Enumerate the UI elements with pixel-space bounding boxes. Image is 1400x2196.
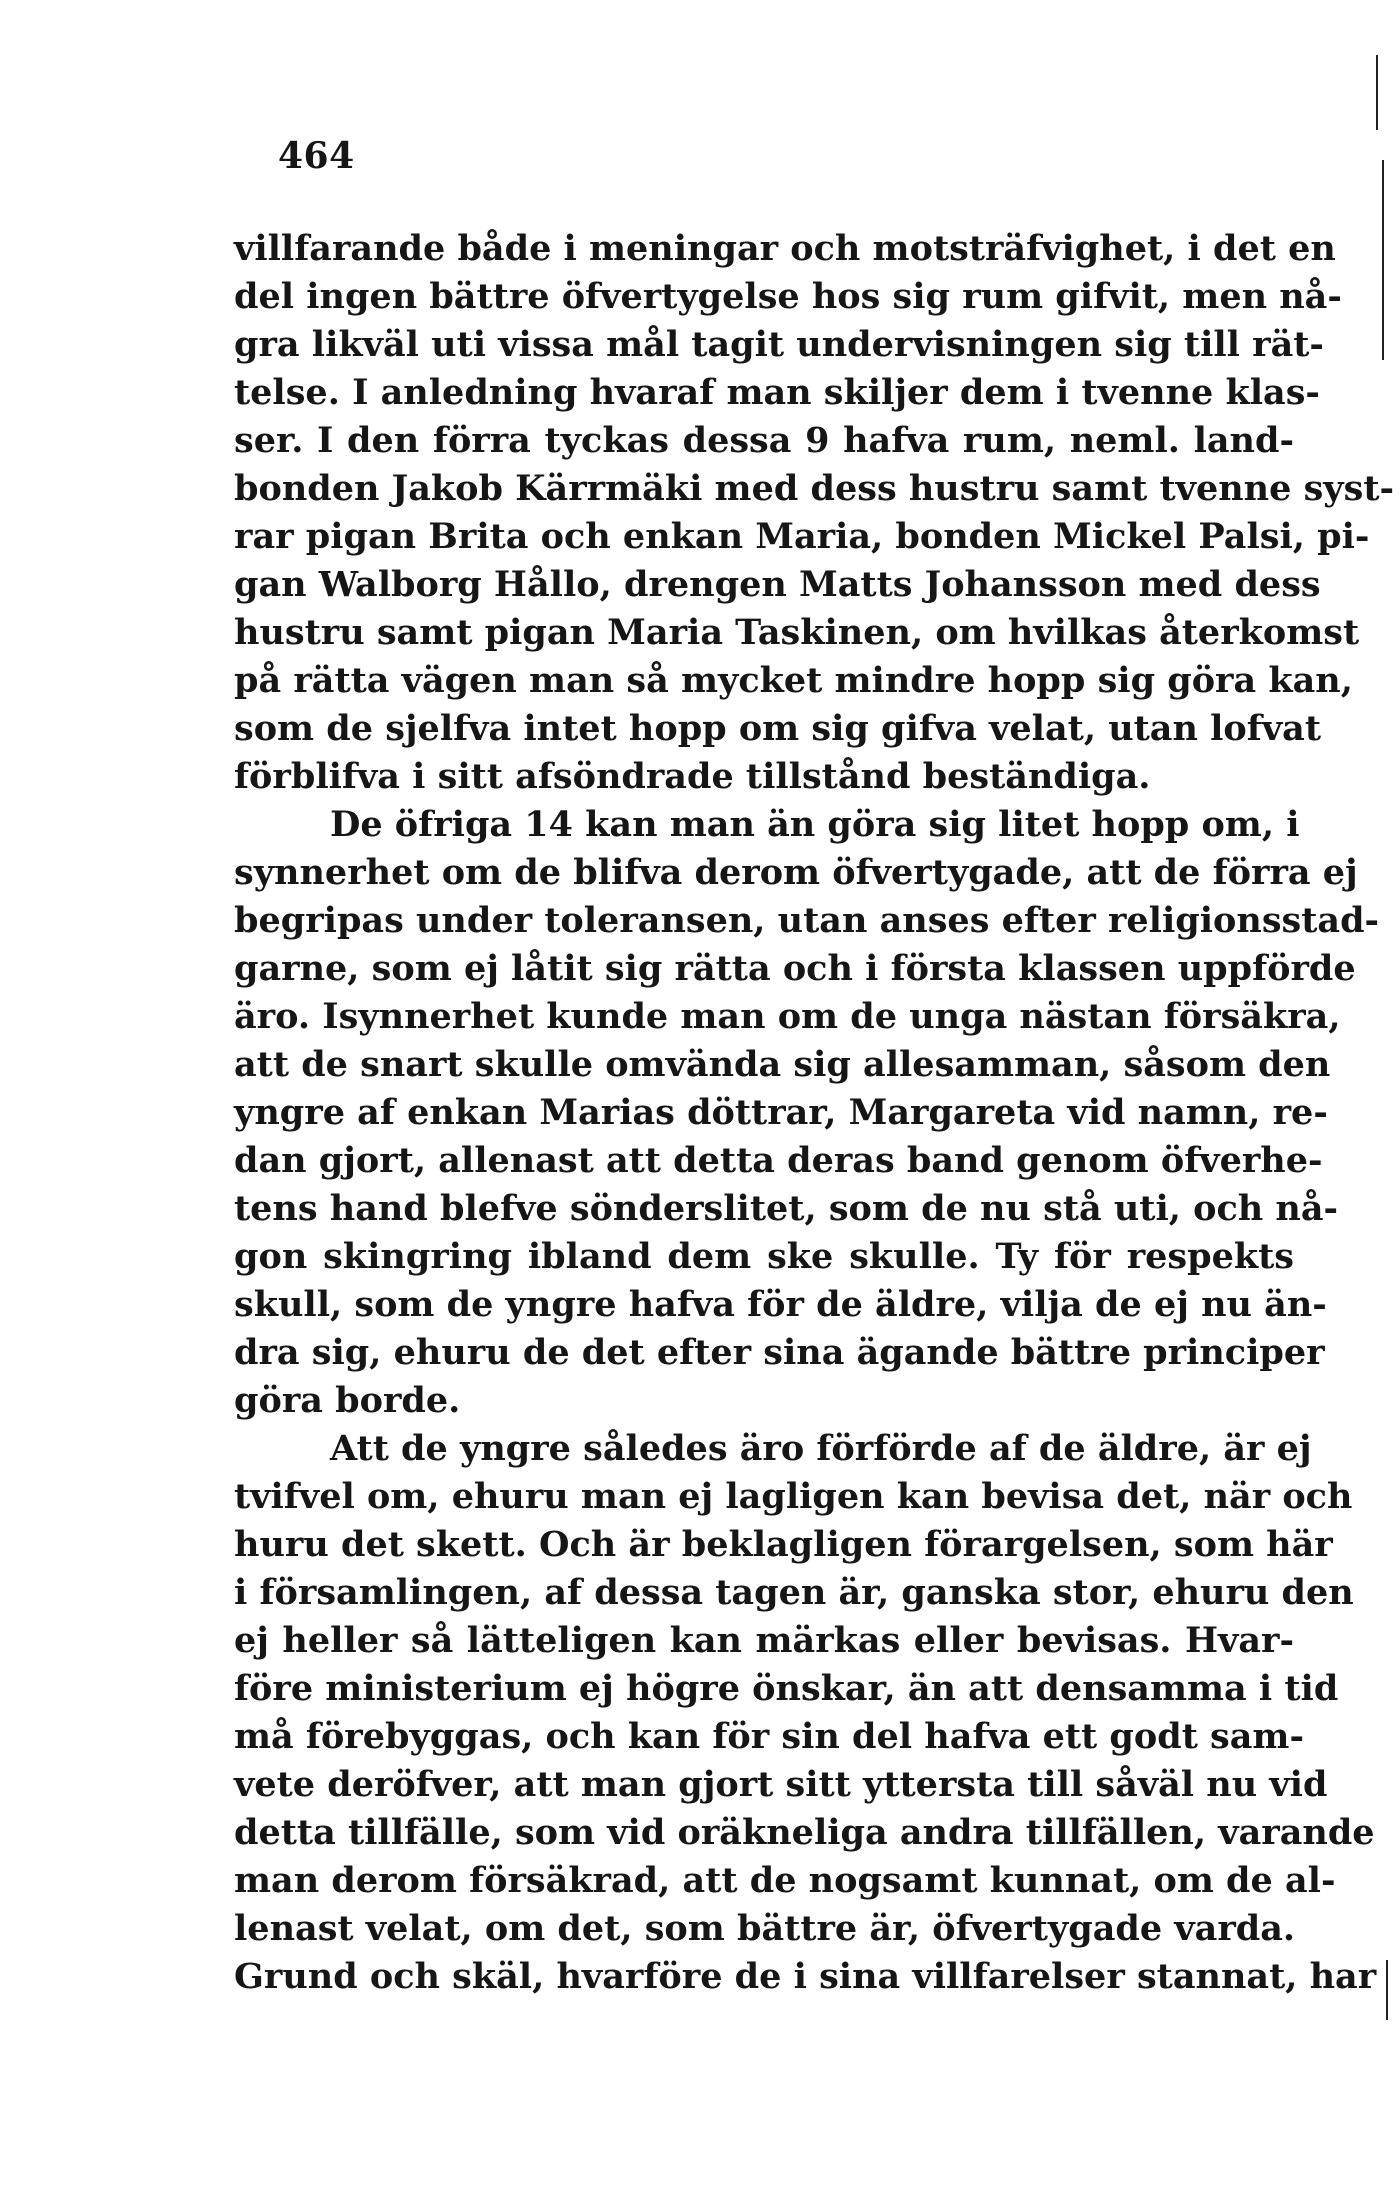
text-line: detta tillfälle, som vid oräkneliga andra tillfällen, varande xyxy=(234,1812,1375,1853)
text-line: telse. I anledning hvaraf man skiljer dem i tvenne klas- xyxy=(234,372,1320,413)
scan-edge-mark xyxy=(1382,160,1384,360)
text-line: lenast velat, om det, som bättre är, öfvertygade varda. xyxy=(234,1908,1296,1949)
text-line: Grund och skäl, hvarföre de i sina villfarelser stannat, har xyxy=(234,1956,1377,1997)
text-line: göra borde. xyxy=(234,1380,461,1421)
text-line: tens hand blefve sönderslitet, som de nu stå uti, och nå- xyxy=(234,1188,1339,1229)
text-line: äro. Isynnerhet kunde man om de unga nästan försäkra, xyxy=(234,996,1341,1037)
text-line: bonden Jakob Kärrmäki med dess hustru samt tvenne syst- xyxy=(234,468,1395,509)
text-line: tvifvel om, ehuru man ej lagligen kan bevisa det, när och xyxy=(234,1476,1353,1517)
text-line: hustru samt pigan Maria Taskinen, om hvilkas återkomst xyxy=(234,612,1360,653)
text-line: Att de yngre således äro förförde af de äldre, är ej xyxy=(330,1428,1312,1469)
text-line: synnerhet om de blifva derom öfvertygade, att de förra ej xyxy=(234,852,1358,893)
text-line: må förebyggas, och kan för sin del hafva ett godt sam- xyxy=(234,1716,1304,1757)
text-line: begripas under toleransen, utan anses efter religionsstad- xyxy=(234,900,1380,941)
text-line: som de sjelfva intet hopp om sig gifva velat, utan lofvat xyxy=(234,708,1321,749)
text-line: före ministerium ej högre önskar, än att densamma i tid xyxy=(234,1668,1339,1709)
text-line: ser. I den förra tyckas dessa 9 hafva rum, neml. land- xyxy=(234,420,1294,461)
text-line: ej heller så lätteligen kan märkas eller bevisas. Hvar- xyxy=(234,1620,1294,1661)
text-line: dan gjort, allenast att detta deras band genom öfverhe- xyxy=(234,1140,1323,1181)
scan-edge-mark xyxy=(1376,55,1378,130)
text-line: De öfriga 14 kan man än göra sig litet hopp om, i xyxy=(330,804,1300,845)
text-line: villfarande både i meningar och motsträfvighet, i det en xyxy=(234,228,1336,269)
text-line: att de snart skulle omvända sig allesamman, såsom den xyxy=(234,1044,1331,1085)
text-line: man derom försäkrad, att de nogsamt kunnat, om de al- xyxy=(234,1860,1336,1901)
text-line: skull, som de yngre hafva för de äldre, vilja de ej nu än- xyxy=(234,1284,1327,1325)
text-line: vete deröfver, att man gjort sitt yttersta till såväl nu vid xyxy=(234,1764,1328,1805)
text-line: i församlingen, af dessa tagen är, ganska stor, ehuru den xyxy=(234,1572,1354,1613)
text-line: gra likväl uti vissa mål tagit undervisningen sig till rät- xyxy=(234,324,1324,365)
text-line: förblifva i sitt afsöndrade tillstånd beständiga. xyxy=(234,756,1151,797)
text-line: rar pigan Brita och enkan Maria, bonden Mickel Palsi, pi- xyxy=(234,516,1370,557)
text-line: gan Walborg Hållo, drengen Matts Johansson med dess xyxy=(234,564,1321,605)
text-line: garne, som ej låtit sig rätta och i första klassen uppförde xyxy=(234,948,1356,989)
text-line: på rätta vägen man så mycket mindre hopp sig göra kan, xyxy=(234,660,1353,701)
text-line: del ingen bättre öfvertygelse hos sig rum gifvit, men nå- xyxy=(234,276,1342,317)
text-line: dra sig, ehuru de det efter sina ägande bättre principer xyxy=(234,1332,1325,1373)
text-line: huru det skett. Och är beklagligen förargelsen, som här xyxy=(234,1524,1333,1565)
page-number: 464 xyxy=(278,135,355,177)
body-text xyxy=(234,225,1395,2001)
scan-edge-mark xyxy=(1386,1960,1388,2020)
text-line: yngre af enkan Marias döttrar, Margareta vid namn, re- xyxy=(234,1092,1328,1133)
text-line: gon skingring ibland dem ske skulle. Ty för respekts xyxy=(234,1236,1294,1277)
